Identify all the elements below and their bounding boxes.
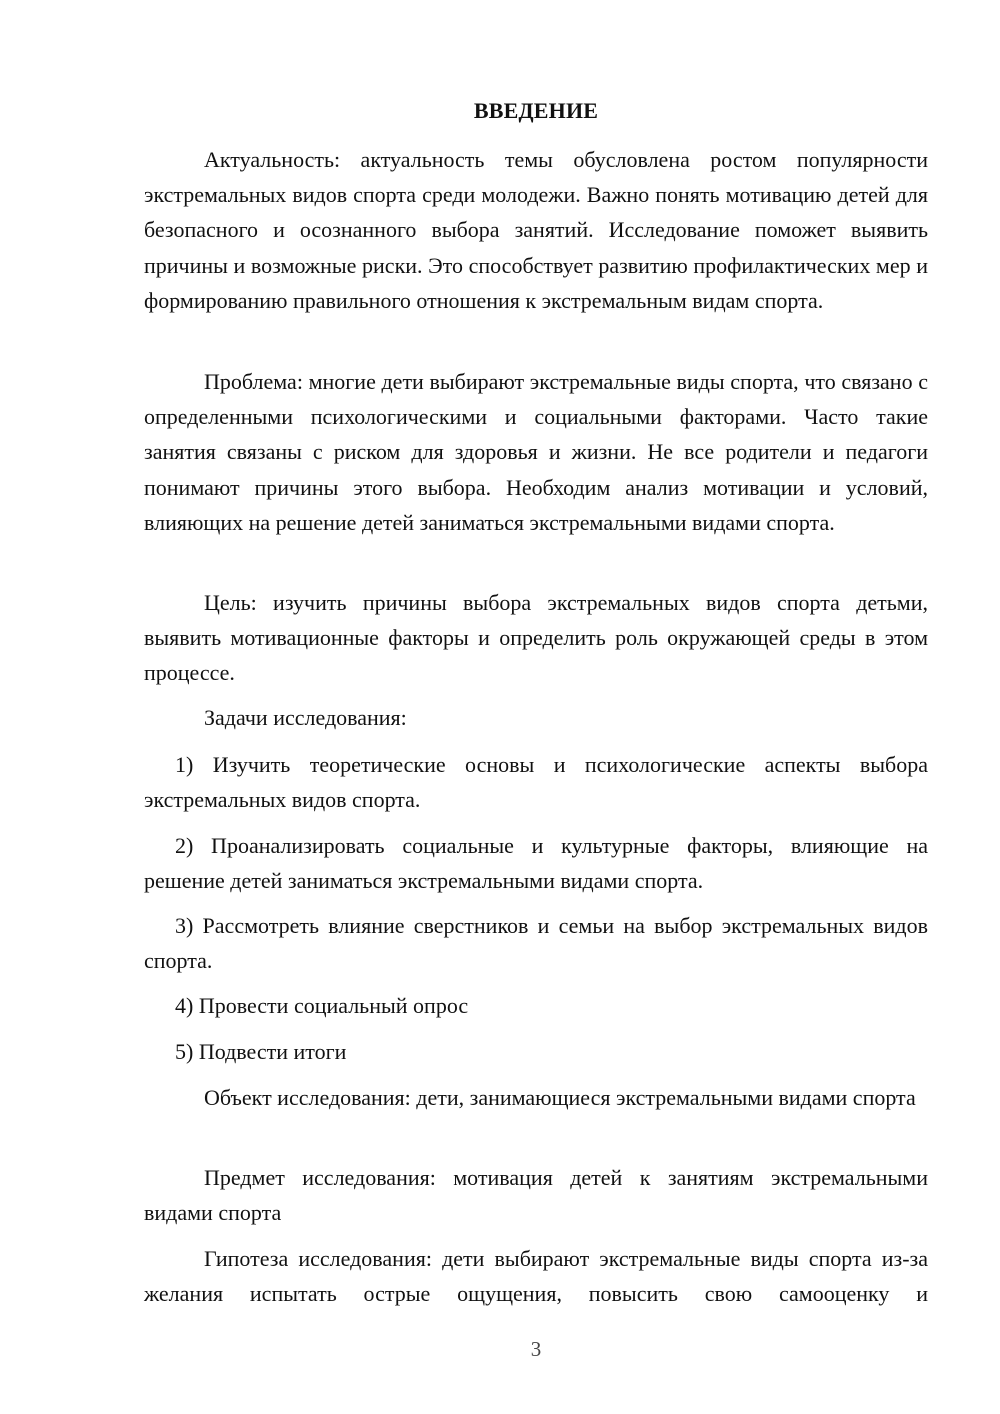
list-item-task-4: 4) Провести социальный опрос xyxy=(175,993,469,1018)
list-item-task-3: 3) Рассмотреть влияние сверстников и семьи на выбор экстремальных видов спорта. xyxy=(144,913,928,974)
list-item-task-5: 5) Подвести итоги xyxy=(175,1039,347,1064)
list-item-task-2: 2) Проанализировать социальные и культурные факторы, влияющие на решение детей заниматься экстремальными видами спорта. xyxy=(144,833,928,894)
paragraph-hypothesis: Гипотеза исследования: дети выбирают экстремальные виды спорта из-за желания испытать острые ощущения, повысить свою самооценку и xyxy=(144,1246,928,1307)
paragraph-problem: Проблема: многие дети выбирают экстремальные виды спорта, что связано с определенными психологическими и социальными факторами. Часто такие занятия связаны с риском для здоровья и жизни. Не все родители и педагоги понимают причины этого выбора. Необходим анализ мотивации и условий, влияющих на решение детей заниматься экстремальными видами спорта. xyxy=(144,369,928,535)
page-number: 3 xyxy=(530,1337,542,1361)
paragraph-subject: Предмет исследования: мотивация детей к занятиям экстремальными видами спорта xyxy=(144,1165,928,1226)
paragraph-goal: Цель: изучить причины выбора экстремальных видов спорта детьми, выявить мотивационные факторы и определить роль окружающей среды в этом процессе. xyxy=(144,590,928,686)
page-title: ВВЕДЕНИЕ xyxy=(473,98,599,123)
list-item-task-1: 1) Изучить теоретические основы и психологические аспекты выбора экстремальных видов спорта. xyxy=(144,752,928,813)
paragraph-tasks-heading: Задачи исследования: xyxy=(204,705,407,730)
paragraph-relevance: Актуальность: актуальность темы обусловлена ростом популярности экстремальных видов спорта среди молодежи. Важно понять мотивацию детей для безопасного и осознанного выбора занятий. Исследование поможет выявить причины и возможные риски. Это способствует развитию профилактических мер и формированию правильного отношения к экстремальным видам спорта. xyxy=(144,147,928,313)
paragraph-object: Объект исследования: дети, занимающиеся экстремальными видами спорта xyxy=(204,1085,916,1110)
